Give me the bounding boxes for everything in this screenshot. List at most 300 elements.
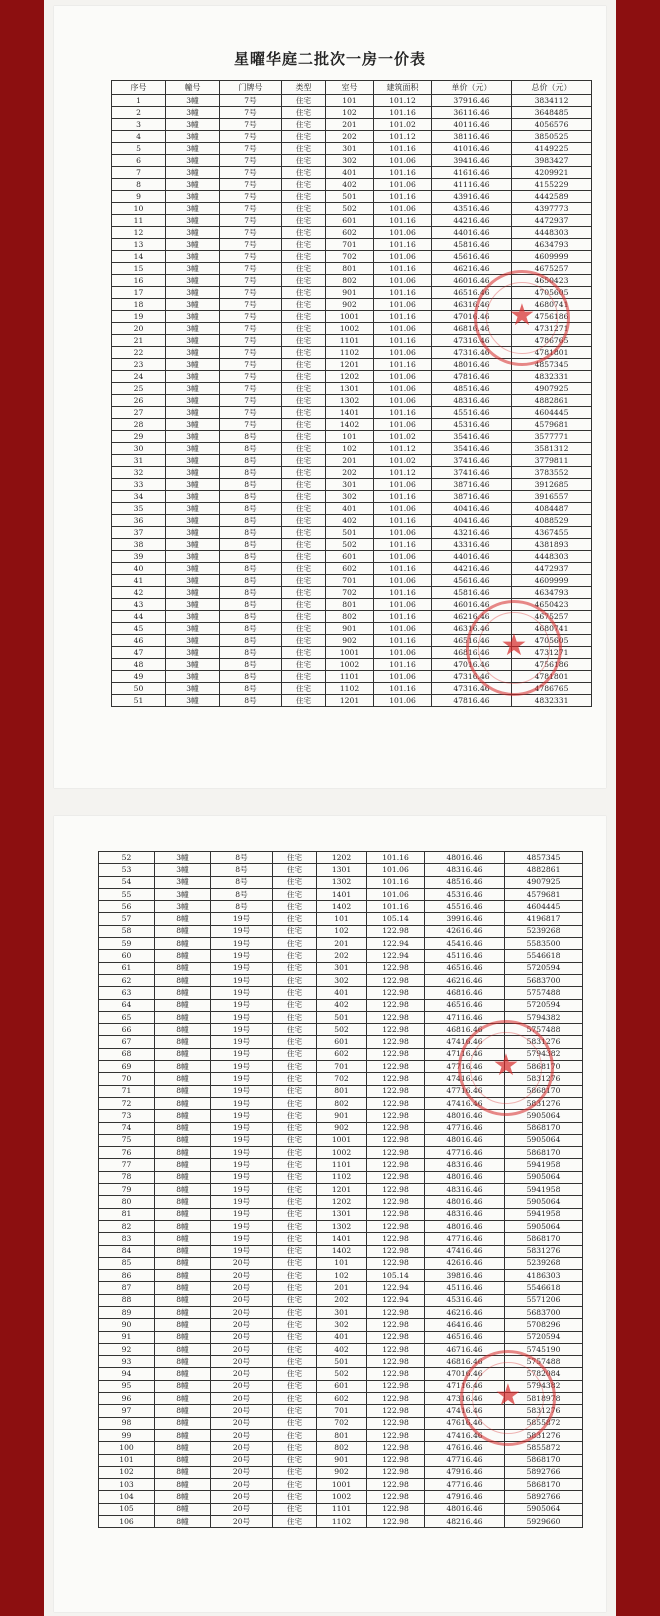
- table-cell: 122.98: [367, 1011, 425, 1023]
- table-cell: 3幢: [166, 167, 220, 179]
- table-cell: 8幢: [155, 925, 211, 937]
- table-cell: 601: [326, 551, 374, 563]
- table-cell: 8幢: [155, 1233, 211, 1245]
- table-cell: 7号: [220, 359, 282, 371]
- table-cell: 3834112: [512, 95, 592, 107]
- table-cell: 101.16: [374, 287, 432, 299]
- table-cell: 101.06: [374, 275, 432, 287]
- table-cell: 4209921: [512, 167, 592, 179]
- table-row: [99, 1085, 583, 1097]
- table-cell: 住宅: [282, 395, 326, 407]
- table-cell: 8幢: [155, 1356, 211, 1368]
- table-cell: 5905064: [505, 1220, 583, 1232]
- table-row: [112, 407, 592, 419]
- table-cell: 5831276: [505, 1245, 583, 1257]
- table-cell: 4781801: [512, 671, 592, 683]
- table-cell: 67: [99, 1036, 155, 1048]
- table-cell: 202: [317, 950, 367, 962]
- table-cell: 1302: [326, 395, 374, 407]
- table-cell: 105.14: [367, 913, 425, 925]
- table-cell: 4675257: [512, 611, 592, 623]
- table-row: [99, 974, 583, 986]
- table-cell: 19号: [211, 1134, 273, 1146]
- table-row: [99, 999, 583, 1011]
- table-cell: 38716.46: [432, 479, 512, 491]
- table-cell: 18: [112, 299, 166, 311]
- table-cell: 47316.46: [425, 1393, 505, 1405]
- table-cell: 14: [112, 251, 166, 263]
- table-cell: 5831276: [505, 1429, 583, 1441]
- table-cell: 122.98: [367, 1405, 425, 1417]
- table-cell: 19号: [211, 1245, 273, 1257]
- table-cell: 1001: [317, 1479, 367, 1491]
- table-cell: 93: [99, 1356, 155, 1368]
- table-cell: 5745190: [505, 1343, 583, 1355]
- header-seq: 序号: [112, 81, 166, 95]
- red-company-seal-icon: ★: [466, 600, 562, 696]
- table-cell: 7号: [220, 191, 282, 203]
- table-cell: 3648485: [512, 107, 592, 119]
- table-cell: 29: [112, 431, 166, 443]
- table-cell: 101: [326, 95, 374, 107]
- table-cell: 住宅: [282, 275, 326, 287]
- table-cell: 住宅: [273, 1024, 317, 1036]
- table-cell: 72: [99, 1097, 155, 1109]
- table-cell: 101.06: [374, 383, 432, 395]
- table-cell: 122.94: [367, 950, 425, 962]
- table-cell: 4756186: [512, 659, 592, 671]
- table-cell: 89: [99, 1306, 155, 1318]
- table-row: [99, 1368, 583, 1380]
- table-cell: 202: [326, 467, 374, 479]
- table-cell: 86: [99, 1270, 155, 1282]
- table-cell: 39: [112, 551, 166, 563]
- table-cell: 401: [326, 167, 374, 179]
- table-cell: 101.06: [374, 179, 432, 191]
- table-cell: 48016.46: [425, 1196, 505, 1208]
- table-row: [99, 1196, 583, 1208]
- table-cell: 301: [317, 962, 367, 974]
- table-cell: 501: [326, 527, 374, 539]
- table-cell: 47016.46: [425, 1368, 505, 1380]
- table-cell: 101.16: [374, 587, 432, 599]
- table-cell: 5683700: [505, 1306, 583, 1318]
- table-cell: 122.98: [367, 1220, 425, 1232]
- table-cell: 8幢: [155, 1270, 211, 1282]
- table-cell: 68: [99, 1048, 155, 1060]
- table-cell: 6: [112, 155, 166, 167]
- table-cell: 48016.46: [432, 359, 512, 371]
- table-cell: 7号: [220, 215, 282, 227]
- table-cell: 5831276: [505, 1036, 583, 1048]
- table-row: [99, 1417, 583, 1429]
- table-cell: 101.16: [374, 215, 432, 227]
- table-cell: 902: [317, 1466, 367, 1478]
- table-cell: 38: [112, 539, 166, 551]
- table-cell: 28: [112, 419, 166, 431]
- table-cell: 8号: [220, 443, 282, 455]
- table-cell: 122.98: [367, 1466, 425, 1478]
- table-cell: 5929660: [505, 1516, 583, 1528]
- table-cell: 住宅: [282, 563, 326, 575]
- table-cell: 20号: [211, 1417, 273, 1429]
- table-cell: 住宅: [273, 1233, 317, 1245]
- table-row: [99, 1356, 583, 1368]
- table-row: [112, 203, 592, 215]
- table-cell: 住宅: [273, 1159, 317, 1171]
- table-cell: 201: [317, 938, 367, 950]
- table-cell: 101.16: [374, 239, 432, 251]
- table-cell: 5546618: [505, 1282, 583, 1294]
- table-cell: 19号: [211, 1122, 273, 1134]
- table-cell: 住宅: [282, 155, 326, 167]
- table-cell: 4907925: [505, 876, 583, 888]
- table-cell: 8幢: [155, 1442, 211, 1454]
- table-cell: 住宅: [282, 455, 326, 467]
- table-cell: 4857345: [512, 359, 592, 371]
- table-cell: 1402: [317, 901, 367, 913]
- table-cell: 5868170: [505, 1061, 583, 1073]
- table-cell: 8幢: [155, 1368, 211, 1380]
- table-cell: 38716.46: [432, 491, 512, 503]
- table-cell: 8幢: [155, 1282, 211, 1294]
- table-cell: 101.06: [374, 395, 432, 407]
- table-cell: 8幢: [155, 1036, 211, 1048]
- table-cell: 8号: [220, 695, 282, 707]
- table-cell: 46: [112, 635, 166, 647]
- table-cell: 78: [99, 1171, 155, 1183]
- table-cell: 101.06: [374, 479, 432, 491]
- table-cell: 801: [326, 599, 374, 611]
- table-cell: 44016.46: [432, 227, 512, 239]
- table-cell: 102: [317, 1270, 367, 1282]
- table-cell: 101.16: [367, 876, 425, 888]
- table-cell: 122.98: [367, 1516, 425, 1528]
- table-cell: 48: [112, 659, 166, 671]
- table-cell: 4731271: [512, 647, 592, 659]
- table-cell: 1402: [326, 419, 374, 431]
- table-cell: 住宅: [273, 1147, 317, 1159]
- table-cell: 住宅: [273, 901, 317, 913]
- table-cell: 5: [112, 143, 166, 155]
- table-cell: 48516.46: [432, 383, 512, 395]
- table-cell: 8号: [220, 455, 282, 467]
- table-cell: 37: [112, 527, 166, 539]
- table-cell: 45516.46: [425, 901, 505, 913]
- table-row: [99, 925, 583, 937]
- table-cell: 47416.46: [425, 1097, 505, 1109]
- table-cell: 1201: [326, 695, 374, 707]
- table-cell: 7号: [220, 287, 282, 299]
- table-cell: 3幢: [166, 647, 220, 659]
- table-cell: 101.16: [367, 852, 425, 864]
- table-cell: 8幢: [155, 1110, 211, 1122]
- table-cell: 102: [326, 107, 374, 119]
- table-cell: 住宅: [282, 359, 326, 371]
- table-cell: 45516.46: [432, 407, 512, 419]
- table-cell: 43516.46: [432, 203, 512, 215]
- table-cell: 4609999: [512, 575, 592, 587]
- table-cell: 住宅: [273, 876, 317, 888]
- table-cell: 5757488: [505, 1356, 583, 1368]
- table-cell: 19号: [211, 1073, 273, 1085]
- table-cell: 8号: [220, 431, 282, 443]
- table-row: [99, 1233, 583, 1245]
- table-cell: 20号: [211, 1429, 273, 1441]
- table-cell: 住宅: [273, 1245, 317, 1257]
- table-cell: 8幢: [155, 1306, 211, 1318]
- table-cell: 122.98: [367, 1147, 425, 1159]
- table-cell: 19号: [211, 950, 273, 962]
- table-cell: 48316.46: [425, 864, 505, 876]
- table-cell: 住宅: [282, 539, 326, 551]
- table-cell: 8幢: [155, 1159, 211, 1171]
- table-cell: 住宅: [282, 515, 326, 527]
- table-cell: 90: [99, 1319, 155, 1331]
- table-cell: 101.16: [374, 683, 432, 695]
- table-cell: 35: [112, 503, 166, 515]
- table-cell: 8幢: [155, 1319, 211, 1331]
- table-cell: 122.98: [367, 1491, 425, 1503]
- table-cell: 122.98: [367, 1479, 425, 1491]
- table-cell: 101.12: [374, 131, 432, 143]
- table-cell: 住宅: [273, 1294, 317, 1306]
- table-cell: 19号: [211, 1011, 273, 1023]
- table-cell: 60: [99, 950, 155, 962]
- table-cell: 8幢: [155, 1405, 211, 1417]
- table-cell: 77: [99, 1159, 155, 1171]
- table-cell: 1001: [326, 311, 374, 323]
- table-cell: 20号: [211, 1319, 273, 1331]
- table-cell: 住宅: [273, 962, 317, 974]
- table-cell: 88: [99, 1294, 155, 1306]
- table-cell: 住宅: [273, 1343, 317, 1355]
- table-cell: 46516.46: [425, 1331, 505, 1343]
- table-cell: 19号: [211, 1024, 273, 1036]
- table-cell: 46216.46: [432, 611, 512, 623]
- table-cell: 17: [112, 287, 166, 299]
- table-cell: 101.16: [367, 901, 425, 913]
- table-cell: 802: [326, 275, 374, 287]
- table-cell: 35416.46: [432, 431, 512, 443]
- table-cell: 95: [99, 1380, 155, 1392]
- table-cell: 101.16: [374, 407, 432, 419]
- table-cell: 97: [99, 1405, 155, 1417]
- table-cell: 47416.46: [425, 1245, 505, 1257]
- table-cell: 3幢: [166, 623, 220, 635]
- table-cell: 8幢: [155, 1245, 211, 1257]
- table-cell: 8幢: [155, 1073, 211, 1085]
- table-cell: 13: [112, 239, 166, 251]
- table-cell: 住宅: [282, 659, 326, 671]
- table-cell: 37416.46: [432, 455, 512, 467]
- table-row: [99, 1282, 583, 1294]
- table-cell: 8号: [211, 876, 273, 888]
- table-cell: 住宅: [282, 407, 326, 419]
- table-cell: 3幢: [166, 611, 220, 623]
- table-cell: 7号: [220, 203, 282, 215]
- table-cell: 4731271: [512, 323, 592, 335]
- table-row: [112, 227, 592, 239]
- table-cell: 4882861: [512, 395, 592, 407]
- table-row: [112, 359, 592, 371]
- table-cell: 8号: [220, 503, 282, 515]
- table-row: [99, 1036, 583, 1048]
- table-cell: 5583500: [505, 938, 583, 950]
- table-row: [99, 1147, 583, 1159]
- table-cell: 19号: [211, 999, 273, 1011]
- table-cell: 1101: [326, 671, 374, 683]
- table-row: [99, 938, 583, 950]
- table-cell: 45816.46: [432, 239, 512, 251]
- table-row: [112, 167, 592, 179]
- table-cell: 59: [99, 938, 155, 950]
- table-cell: 402: [317, 999, 367, 1011]
- table-cell: 3幢: [166, 371, 220, 383]
- table-cell: 住宅: [282, 95, 326, 107]
- table-cell: 20号: [211, 1479, 273, 1491]
- table-cell: 101.16: [374, 611, 432, 623]
- table-cell: 住宅: [273, 1048, 317, 1060]
- table-cell: 47016.46: [432, 311, 512, 323]
- table-row: [99, 1184, 583, 1196]
- table-cell: 19号: [211, 1184, 273, 1196]
- table-cell: 48316.46: [425, 1159, 505, 1171]
- table-cell: 3幢: [166, 347, 220, 359]
- table-cell: 住宅: [273, 1184, 317, 1196]
- table-row: [99, 1343, 583, 1355]
- table-cell: 101.06: [374, 671, 432, 683]
- table-cell: 122.98: [367, 1085, 425, 1097]
- table-cell: 8号: [211, 888, 273, 900]
- table-cell: 8幢: [155, 1061, 211, 1073]
- table-cell: 8号: [220, 551, 282, 563]
- table-row: [112, 155, 592, 167]
- table-cell: 4680741: [512, 623, 592, 635]
- table-cell: 12: [112, 227, 166, 239]
- table-row: [99, 1011, 583, 1023]
- table-cell: 20号: [211, 1516, 273, 1528]
- table-row: [99, 913, 583, 925]
- table-row: [99, 1270, 583, 1282]
- table-cell: 住宅: [282, 371, 326, 383]
- table-cell: 501: [317, 1011, 367, 1023]
- table-cell: 5546618: [505, 950, 583, 962]
- table-cell: 8幢: [155, 938, 211, 950]
- table-cell: 401: [326, 503, 374, 515]
- table-cell: 702: [326, 587, 374, 599]
- table-cell: 46216.46: [425, 974, 505, 986]
- table-cell: 20号: [211, 1368, 273, 1380]
- table-row: [112, 143, 592, 155]
- table-cell: 56: [99, 901, 155, 913]
- table-cell: 4448303: [512, 551, 592, 563]
- table-cell: 53: [99, 864, 155, 876]
- table-cell: 101.06: [374, 323, 432, 335]
- table-cell: 802: [317, 1097, 367, 1109]
- table-cell: 3幢: [166, 95, 220, 107]
- table-cell: 住宅: [282, 299, 326, 311]
- table-cell: 4604445: [505, 901, 583, 913]
- table-cell: 85: [99, 1257, 155, 1269]
- table-cell: 5855872: [505, 1417, 583, 1429]
- table-cell: 10: [112, 203, 166, 215]
- table-cell: 39916.46: [425, 913, 505, 925]
- table-cell: 47416.46: [425, 1036, 505, 1048]
- table-cell: 5892766: [505, 1466, 583, 1478]
- table-cell: 住宅: [282, 179, 326, 191]
- table-cell: 40: [112, 563, 166, 575]
- table-cell: 302: [326, 155, 374, 167]
- table-row: [112, 635, 592, 647]
- table-cell: 64: [99, 999, 155, 1011]
- table-cell: 101.06: [374, 503, 432, 515]
- table-row: [112, 479, 592, 491]
- table-cell: 住宅: [282, 599, 326, 611]
- table-row: [99, 1454, 583, 1466]
- table-cell: 3幢: [166, 251, 220, 263]
- table-cell: 4186303: [505, 1270, 583, 1282]
- table-cell: 5794382: [505, 1380, 583, 1392]
- table-cell: 1002: [317, 1491, 367, 1503]
- table-header-row: [112, 81, 592, 95]
- table-cell: 41: [112, 575, 166, 587]
- table-cell: 3幢: [166, 419, 220, 431]
- table-cell: 101.16: [374, 563, 432, 575]
- table-cell: 122.98: [367, 1368, 425, 1380]
- table-cell: 44216.46: [432, 563, 512, 575]
- table-cell: 82: [99, 1220, 155, 1232]
- table-cell: 8幢: [155, 1491, 211, 1503]
- table-cell: 34: [112, 491, 166, 503]
- table-cell: 36: [112, 515, 166, 527]
- table-cell: 101.06: [374, 155, 432, 167]
- header-room: 室号: [326, 81, 374, 95]
- table-cell: 122.94: [367, 1282, 425, 1294]
- table-cell: 1002: [326, 323, 374, 335]
- table-cell: 501: [317, 1356, 367, 1368]
- table-cell: 住宅: [282, 131, 326, 143]
- table-cell: 住宅: [282, 611, 326, 623]
- header-building: 幢号: [166, 81, 220, 95]
- table-cell: 8幢: [155, 1085, 211, 1097]
- table-cell: 701: [326, 239, 374, 251]
- table-row: [99, 1294, 583, 1306]
- table-cell: 5782084: [505, 1368, 583, 1380]
- table-cell: 1002: [326, 659, 374, 671]
- table-cell: 7号: [220, 275, 282, 287]
- table-cell: 101.02: [374, 431, 432, 443]
- table-cell: 3幢: [166, 239, 220, 251]
- table-cell: 4367455: [512, 527, 592, 539]
- table-row: [99, 1491, 583, 1503]
- table-cell: 住宅: [273, 1134, 317, 1146]
- table-cell: 101: [99, 1454, 155, 1466]
- table-cell: 101.06: [374, 299, 432, 311]
- table-row: [112, 599, 592, 611]
- table-cell: 住宅: [273, 1368, 317, 1380]
- table-cell: 1101: [326, 335, 374, 347]
- table-cell: 101.16: [374, 263, 432, 275]
- table-cell: 40116.46: [432, 119, 512, 131]
- table-cell: 122.98: [367, 1159, 425, 1171]
- table-cell: 8幢: [155, 1294, 211, 1306]
- table-cell: 202: [317, 1294, 367, 1306]
- table-cell: 101.02: [374, 119, 432, 131]
- table-row: [112, 95, 592, 107]
- table-cell: 1102: [317, 1171, 367, 1183]
- table-cell: 47716.46: [425, 1085, 505, 1097]
